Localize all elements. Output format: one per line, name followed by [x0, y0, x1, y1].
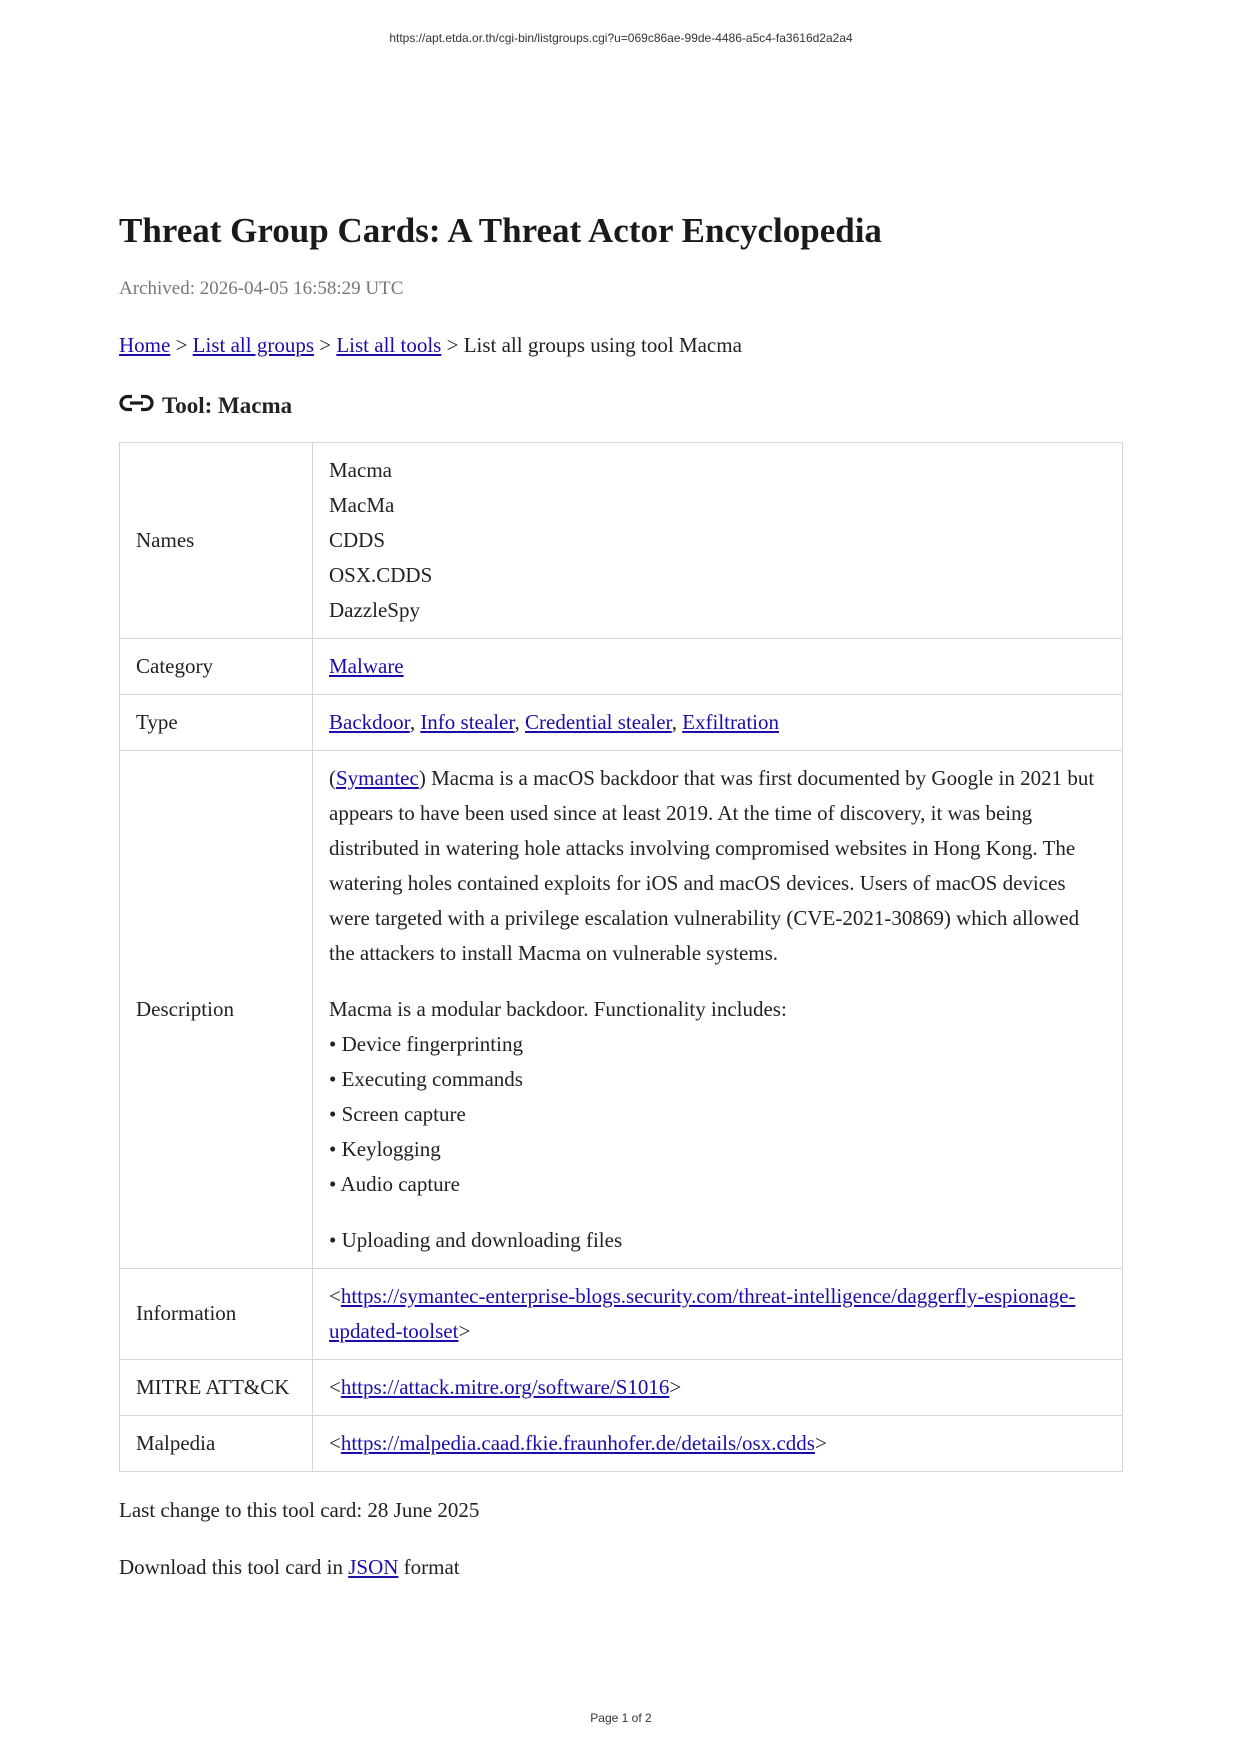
list-item: • Screen capture	[329, 1097, 1106, 1132]
list-item: • Keylogging	[329, 1132, 1106, 1167]
type-separator: ,	[514, 709, 526, 734]
breadcrumb-separator: >	[175, 332, 188, 357]
breadcrumb-current: List all groups using tool Macma	[463, 332, 742, 357]
breadcrumb-separator: >	[319, 332, 332, 357]
breadcrumb	[119, 333, 1123, 358]
information-cell	[313, 1268, 1123, 1359]
type-info-stealer-link[interactable]: Info stealer	[420, 709, 515, 734]
description-cell	[313, 750, 1123, 1268]
json-download-link[interactable]: JSON	[348, 1554, 399, 1579]
list-item: • Executing commands	[329, 1062, 1106, 1097]
names-label: Names	[120, 442, 313, 638]
source-symantec-link[interactable]: Symantec	[336, 765, 419, 790]
mitre-label: MITRE ATT&CK	[120, 1359, 313, 1415]
breadcrumb-home-link[interactable]: Home	[119, 332, 171, 357]
table-row-malpedia	[120, 1415, 1123, 1471]
description-paragraph	[329, 761, 1106, 971]
type-label: Type	[120, 694, 313, 750]
type-separator: ,	[671, 709, 683, 734]
tool-title: Tool: Macma	[162, 392, 293, 418]
tool-card-table	[119, 442, 1123, 1472]
paren-open: (	[329, 765, 336, 790]
type-exfiltration-link[interactable]: Exfiltration	[682, 709, 779, 734]
type-credential-stealer-link[interactable]: Credential stealer	[525, 709, 672, 734]
category-label: Category	[120, 638, 313, 694]
download-prefix: Download this tool card in	[119, 1554, 349, 1579]
table-row-names	[120, 442, 1123, 638]
archived-timestamp: Archived: 2026-04-05 16:58:29 UTC	[119, 278, 404, 299]
download-line	[119, 1555, 1123, 1580]
tool-heading	[119, 392, 1123, 420]
link-icon	[119, 394, 154, 412]
paren-close: )	[418, 765, 426, 790]
malpedia-cell	[313, 1415, 1123, 1471]
table-row-mitre	[120, 1359, 1123, 1415]
page-number: Page 1 of 2	[590, 1711, 652, 1725]
description-label: Description	[120, 750, 313, 1268]
name-item: MacMa	[329, 492, 395, 517]
information-label: Information	[120, 1268, 313, 1359]
type-cell	[313, 694, 1123, 750]
angle-open: <	[329, 1283, 341, 1308]
table-row-information	[120, 1268, 1123, 1359]
list-item: • Audio capture	[329, 1167, 1106, 1202]
name-item: OSX.CDDS	[329, 562, 433, 587]
malpedia-link[interactable]: https://malpedia.caad.fkie.fraunhofer.de/details/osx.cdds	[340, 1430, 815, 1455]
main-content	[119, 210, 1123, 1580]
page-title: Threat Group Cards: A Threat Actor Encyclopedia	[119, 211, 882, 250]
table-row-type	[120, 694, 1123, 750]
last-change: Last change to this tool card: 28 June 2025	[119, 1497, 480, 1522]
breadcrumb-list-groups-link[interactable]: List all groups	[192, 332, 314, 357]
mitre-cell	[313, 1359, 1123, 1415]
table-row-category	[120, 638, 1123, 694]
type-backdoor-link[interactable]: Backdoor	[329, 709, 410, 734]
names-cell	[313, 442, 1123, 638]
breadcrumb-list-tools-link[interactable]: List all tools	[336, 332, 442, 357]
list-item-last: • Uploading and downloading files	[329, 1227, 623, 1252]
page-url: https://apt.etda.or.th/cgi-bin/listgroups.cgi?u=069c86ae-99de-4486-a5c4-fa3616d2a2a4	[389, 31, 853, 45]
angle-close: >	[458, 1318, 471, 1343]
angle-open: <	[329, 1374, 341, 1399]
category-cell	[313, 638, 1123, 694]
mitre-link[interactable]: https://attack.mitre.org/software/S1016	[340, 1374, 670, 1399]
download-suffix: format	[398, 1554, 460, 1579]
functionality-list	[329, 1027, 1106, 1202]
angle-close: >	[814, 1430, 827, 1455]
category-malware-link[interactable]: Malware	[329, 653, 404, 678]
angle-close: >	[669, 1374, 682, 1399]
information-link[interactable]: https://symantec-enterprise-blogs.security.com/threat-intelligence/daggerfly-espionage-updated-toolset	[329, 1283, 1076, 1343]
name-item: CDDS	[329, 527, 386, 552]
breadcrumb-separator: >	[446, 332, 459, 357]
angle-open: <	[329, 1430, 341, 1455]
name-item: Macma	[329, 457, 392, 482]
type-separator: ,	[409, 709, 421, 734]
description-text: Macma is a macOS backdoor that was first documented by Google in 2021 but appears to have been used since at least 2019. At the time of discovery, it was being distributed in watering hole attacks involving compromised websites in Hong Kong. The watering holes contained exploits for iOS and macOS devices. Users of macOS devices were targeted with a privilege escalation vulnerability (CVE-2021-30869) which allowed the attackers to install Macma on vulnerable systems.	[329, 765, 1095, 965]
list-item: • Device fingerprinting	[329, 1027, 1106, 1062]
name-item: DazzleSpy	[329, 597, 420, 622]
functionality-intro: Macma is a modular backdoor. Functionality includes:	[329, 996, 787, 1021]
malpedia-label: Malpedia	[120, 1415, 313, 1471]
table-row-description	[120, 750, 1123, 1268]
